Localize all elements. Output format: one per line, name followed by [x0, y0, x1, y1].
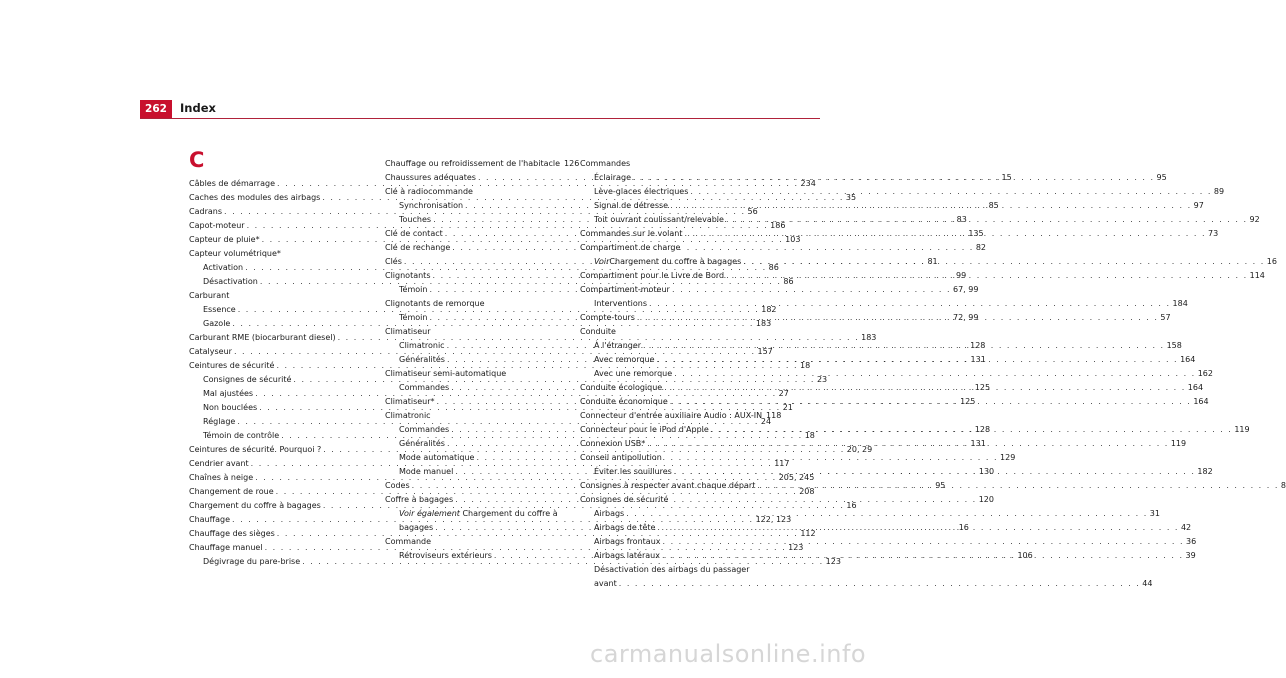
entry-label: Éviter les souillures: [594, 467, 672, 476]
entry-label: Désactivation des airbags du passager: [594, 565, 750, 574]
leader-dots: [643, 341, 1165, 351]
entry-page-ref[interactable]: 86: [768, 263, 779, 272]
entry-page-ref[interactable]: 103: [785, 235, 801, 244]
entry-label: Cendrier avant: [189, 459, 249, 468]
entry-label: Compartiment-moteur: [580, 285, 670, 294]
entry-label: Témoin: [399, 285, 428, 294]
leader-dots: [657, 523, 1179, 533]
entry-label: bagages: [399, 523, 434, 532]
entry-label: Clignotants: [385, 271, 431, 280]
entry-page-ref[interactable]: 164: [1187, 383, 1204, 392]
entry-label: Toit ouvrant coulissant/relevable: [594, 215, 724, 224]
leader-dots: [757, 481, 1279, 491]
entry-label: Chargement du coffre à: [462, 509, 558, 518]
index-entry: [580, 241, 768, 255]
page-title: Index: [180, 101, 216, 115]
entry-page-ref[interactable]: 35: [845, 193, 857, 202]
index-entry: [385, 535, 573, 549]
entry-label: Gazole: [203, 319, 231, 328]
entry-page-ref[interactable]: 24: [760, 417, 772, 426]
leader-dots: [637, 313, 1159, 323]
index-entry: [580, 283, 768, 297]
entry-label: Désactivation: [203, 277, 258, 286]
entry-label: Airbags latéraux: [594, 551, 660, 560]
index-entry: [385, 185, 573, 199]
entry-page-ref[interactable]: 18: [804, 431, 815, 440]
index-entry: [385, 409, 573, 423]
entry-label: Caches des modules des airbags: [189, 193, 321, 202]
entry-page-ref[interactable]: 158: [1166, 341, 1182, 350]
index-entry: [385, 157, 580, 171]
entry-page-ref[interactable]: 27: [778, 389, 789, 398]
entry-label: Chauffage manuel: [189, 543, 263, 552]
entry-page-ref[interactable]: 15: [1001, 173, 1012, 182]
entry-page-ref[interactable]: 112: [800, 529, 816, 538]
entry-page-ref[interactable]: 39: [1185, 551, 1196, 560]
entry-page-ref[interactable]: 97: [1193, 201, 1204, 210]
entry-page-ref[interactable]: 44: [1142, 579, 1153, 588]
entry-page-ref[interactable]: 89: [1213, 187, 1225, 196]
entry-label: Compte-tours: [580, 313, 635, 322]
entry-page-ref[interactable]: 205, 245: [778, 473, 815, 482]
page-header: [140, 100, 820, 120]
entry-page-ref[interactable]: 120: [978, 495, 994, 504]
entry-label: Compartiment pour le Livre de Bord: [580, 271, 725, 280]
entry-label: Clé à radiocommande: [385, 187, 473, 196]
entry-label: Compartiment de charge: [580, 243, 681, 252]
entry-page-ref[interactable]: 157: [757, 347, 773, 356]
entry-label: Mal ajustées: [203, 389, 254, 398]
entry-label: Témoin de contrôle: [203, 431, 280, 440]
entry-page-ref[interactable]: 117: [774, 459, 790, 468]
entry-label: Chauffage ou refroidissement de l'habitacle: [385, 159, 561, 168]
entry-label: Conduite économique: [580, 397, 668, 406]
entry-label: Airbags frontaux: [594, 537, 661, 546]
entry-page-ref[interactable]: 184: [1172, 299, 1188, 308]
entry-label: Airbags de tête: [594, 523, 656, 532]
leader-dots: [662, 551, 1184, 561]
entry-label: Chargement du coffre à bagages: [189, 501, 321, 510]
index-entry: [385, 297, 573, 311]
entry-label: Ceintures de sécurité. Pourquoi ?: [189, 445, 322, 454]
leader-dots: [690, 187, 1212, 197]
entry-label: Synchronisation: [399, 201, 464, 210]
entry-page-ref[interactable]: 129: [1000, 453, 1016, 462]
entry-label: Carburant RME (biocarburant diesel): [189, 333, 336, 342]
index-entry: [189, 247, 377, 261]
entry-label: Airbags: [594, 509, 625, 518]
entry-label: Activation: [203, 263, 244, 272]
entry-page-ref[interactable]: 234: [800, 179, 816, 188]
entry-label: Codes: [385, 481, 410, 490]
entry-page-ref[interactable]: 72, 99: [952, 313, 979, 322]
entry-label: Capot-moteur: [189, 221, 245, 230]
index-entry: [580, 577, 1153, 591]
entry-page-ref[interactable]: 99: [956, 271, 967, 280]
entry-page-ref[interactable]: 56: [747, 207, 758, 216]
entry-page-ref[interactable]: 123: [788, 543, 804, 552]
entry-page-ref[interactable]: 23: [816, 375, 828, 384]
entry-page-ref[interactable]: 130: [978, 467, 995, 476]
entry-label: Connecteur d'entrée auxiliaire Audio : AUX-IN: [580, 411, 763, 420]
index-entry: [580, 451, 768, 465]
entry-label: Climatiseur semi-automatique: [385, 369, 507, 378]
entry-label: Essence: [203, 305, 236, 314]
entry-page-ref[interactable]: 42: [1180, 523, 1192, 532]
leader-dots: [726, 215, 1248, 225]
leader-dots: [633, 173, 1155, 183]
entry-page-ref[interactable]: 106: [1017, 551, 1033, 560]
entry-page-ref[interactable]: 82: [975, 243, 987, 252]
entry-label: Commandes: [399, 425, 450, 434]
entry-page-ref[interactable]: 16: [958, 523, 969, 532]
entry-label: Clé de rechange: [385, 243, 451, 252]
leader-dots: [649, 299, 1171, 309]
entry-page-ref[interactable]: 126: [564, 159, 580, 168]
entry-label: Catalyseur: [189, 347, 232, 356]
entry-page-ref[interactable]: 16: [1266, 257, 1277, 266]
entry-page-ref[interactable]: 183: [861, 333, 877, 342]
entry-label: Lève-glaces électriques: [594, 187, 689, 196]
leader-dots: [684, 229, 1206, 239]
entry-label: Conduite écologique: [580, 383, 663, 392]
entry-label: Commandes sur le volant: [580, 229, 683, 238]
entry-page-ref[interactable]: 36: [1186, 537, 1197, 546]
entry-label: Commande: [385, 537, 432, 546]
entry-label: À l'étranger: [594, 341, 642, 350]
entry-page-ref[interactable]: 92: [1249, 215, 1260, 224]
entry-label: Commandes: [399, 383, 450, 392]
index-entry: [580, 493, 768, 507]
entry-page-ref[interactable]: 131: [970, 355, 986, 364]
entry-page-ref[interactable]: 122, 123: [755, 515, 792, 524]
entry-label: Connecteur pour le iPod d'Apple: [580, 425, 709, 434]
entry-label: Avec une remorque: [594, 369, 673, 378]
entry-page-ref[interactable]: 135: [968, 229, 984, 238]
see-also-prefix: Voir également: [399, 509, 463, 518]
entry-page-ref[interactable]: 73: [1208, 229, 1219, 238]
entry-page-ref[interactable]: 131: [970, 439, 986, 448]
entry-label: Chauffage des sièges: [189, 529, 275, 538]
entry-label: Généralités: [399, 439, 445, 448]
index-entry: [385, 325, 573, 339]
entry-label: Carburant: [189, 291, 230, 300]
entry-page-ref[interactable]: 186: [770, 221, 786, 230]
entry-label: Rétroviseurs extérieurs: [399, 551, 492, 560]
entry-page-ref[interactable]: 182: [761, 305, 777, 314]
entry-page-ref[interactable]: 128: [970, 341, 986, 350]
entry-page-ref[interactable]: 95: [1156, 173, 1167, 182]
entry-label: Chaussures adéquates: [385, 173, 476, 182]
entry-label: Conduite: [580, 327, 616, 336]
entry-label: Câbles de démarrage: [189, 179, 275, 188]
entry-page-ref[interactable]: 85: [988, 201, 999, 210]
page-number-badge: 262: [140, 100, 172, 118]
entry-page-ref[interactable]: 162: [1197, 369, 1213, 378]
entry-page-ref[interactable]: 182: [1197, 467, 1213, 476]
entry-label: Climatronic: [399, 341, 445, 350]
entry-label: Interventions: [594, 299, 647, 308]
entry-label: Mode manuel: [399, 467, 454, 476]
leader-dots: [647, 439, 1169, 449]
entry-label: avant: [594, 579, 617, 588]
leader-dots: [743, 257, 1265, 267]
entry-page-ref[interactable]: 95: [935, 481, 946, 490]
entry-label: Chargement du coffre à bagages: [609, 257, 742, 266]
entry-label: Cadrans: [189, 207, 222, 216]
entry-label: Dégivrage du pare-brise: [203, 557, 301, 566]
entry-page-ref[interactable]: 86: [783, 277, 794, 286]
entry-page-ref[interactable]: 125: [960, 397, 976, 406]
entry-page-ref[interactable]: 183: [755, 319, 772, 328]
entry-page-ref[interactable]: 164: [1180, 355, 1196, 364]
entry-page-ref[interactable]: 16: [846, 501, 857, 510]
entry-label: Touches: [399, 215, 432, 224]
entry-page-ref[interactable]: 125: [974, 383, 991, 392]
watermark: carmanualsonline.info: [590, 640, 867, 668]
see-also-prefix: Voir: [594, 257, 610, 266]
entry-page-ref[interactable]: 21: [782, 403, 793, 412]
leader-dots: [674, 369, 1196, 379]
entry-page-ref[interactable]: 83: [956, 215, 967, 224]
leader-dots: [670, 397, 1192, 407]
leader-dots: [619, 579, 1141, 589]
index-entry: [189, 289, 377, 303]
entry-label: Consignes à respecter avant chaque départ: [580, 481, 756, 490]
entry-page-ref[interactable]: 18: [799, 361, 811, 370]
entry-label: Conseil antipollution: [580, 453, 662, 462]
entry-label: Clé de contact: [385, 229, 443, 238]
leader-dots: [663, 537, 1185, 547]
entry-page-ref[interactable]: 20, 29: [846, 445, 873, 454]
entry-page-ref[interactable]: 57: [1160, 313, 1171, 322]
entry-page-ref[interactable]: 208: [799, 487, 815, 496]
leader-dots: [711, 425, 1233, 435]
entry-label: Clignotants de remorque: [385, 299, 485, 308]
header-rule: [140, 118, 820, 119]
entry-page-ref[interactable]: 164: [1193, 397, 1209, 406]
index-entry: [580, 157, 768, 171]
entry-label: Capteur de pluie*: [189, 235, 260, 244]
index-entry: [580, 325, 768, 339]
entry-page-ref[interactable]: 119: [1170, 439, 1187, 448]
entry-label: Consignes de sécurité: [203, 375, 292, 384]
entry-label: Changement de roue: [189, 487, 274, 496]
leader-dots: [674, 467, 1196, 477]
entry-label: Ceintures de sécurité: [189, 361, 275, 370]
entry-label: Chauffage: [189, 515, 231, 524]
entry-label: Climatronic: [385, 411, 431, 420]
entry-label: Chaînes à neige: [189, 473, 254, 482]
entry-label: Connexion USB*: [580, 439, 646, 448]
entry-label: Avec remorque: [594, 355, 655, 364]
entry-page-ref[interactable]: 123: [825, 557, 841, 566]
entry-label: Consignes de sécurité: [580, 495, 669, 504]
entry-label: Mode automatique: [399, 453, 475, 462]
entry-label: Généralités: [399, 355, 445, 364]
entry-page-ref[interactable]: 67, 99: [952, 285, 979, 294]
entry-label: Signal de détresse: [594, 201, 669, 210]
entry-label: Clés: [385, 257, 402, 266]
section-letter: C: [189, 148, 205, 172]
entry-label: Commandes: [580, 159, 631, 168]
index-entry: [385, 507, 573, 521]
entry-page-ref[interactable]: 81: [927, 257, 938, 266]
index-entry: [580, 563, 768, 577]
entry-label: Réglage: [203, 417, 236, 426]
entry-label: Témoin: [399, 313, 428, 322]
leader-dots: [670, 201, 1192, 211]
entry-page-ref[interactable]: 118: [766, 411, 782, 420]
leader-dots: [657, 355, 1179, 365]
entry-label: Non bouclées: [203, 403, 258, 412]
entry-label: Éclairage: [594, 173, 631, 182]
entry-label: Climatiseur*: [385, 397, 435, 406]
entry-page-ref[interactable]: 119: [1234, 425, 1250, 434]
index-entry: [385, 367, 573, 381]
entry-page-ref[interactable]: 31: [1149, 509, 1160, 518]
entry-label: Capteur volumétrique*: [189, 249, 281, 258]
entry-page-ref[interactable]: 8: [1280, 481, 1286, 490]
leader-dots: [664, 383, 1186, 393]
leader-dots: [626, 509, 1148, 519]
entry-page-ref[interactable]: 114: [1249, 271, 1265, 280]
entry-label: Coffre à bagages: [385, 495, 454, 504]
entry-page-ref[interactable]: 128: [974, 425, 991, 434]
leader-dots: [726, 271, 1248, 281]
entry-label: Climatiseur: [385, 327, 431, 336]
